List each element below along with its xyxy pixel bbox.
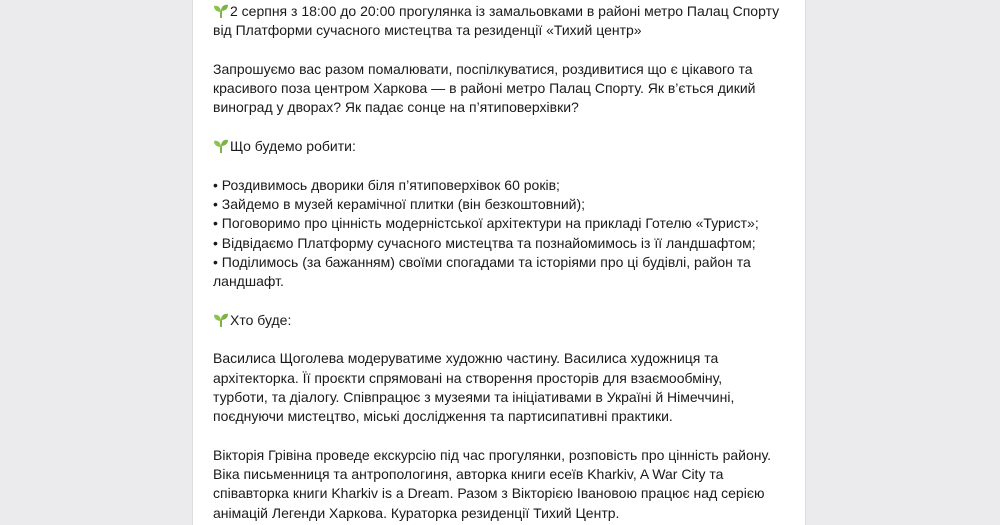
bio-line: турботи, та діалогу. Співпрацює з музеями та ініціативами в Україні й Німеччині, — [213, 388, 735, 405]
list-item: • Роздивимось дворики біля п’ятиповерхівок 60 років; — [213, 176, 560, 193]
bio-line: Віка письменниця та антропологиня, авторка книги есеїв Kharkiv, A War City та — [213, 466, 724, 483]
invite-line: виноград у дворах? Як падає сонце на п’ятиповерхівки? — [213, 99, 579, 116]
who-heading-text: Хто буде: — [230, 311, 292, 328]
bio-line: архітекторка. Її проєкти спрямовані на створення просторів для взаємообміну, — [213, 369, 723, 386]
list-item: • Поговоримо про цінність модерністської архітектури на прикладі Готелю «Турист»; — [213, 215, 759, 232]
post-card — [192, 0, 806, 525]
bio-line: поєднуючи мистецтво, міські дослідження та партисипативні практики. — [213, 408, 673, 425]
bio-line: анімацій Легенди Харкова. Кураторка резиденції Тихий Центр. — [213, 504, 620, 521]
list-item: • Поділимось (за бажанням) своїми спогадами та історіями про ці будівлі, район та — [213, 253, 751, 270]
post-body — [213, 2, 793, 525]
list-item: ландшафт. — [213, 273, 284, 290]
list-item: • Зайдемо в музей керамічної плитки (він безкоштовний); — [213, 195, 586, 212]
invite-line: Запрошуємо вас разом помалювати, поспілкуватися, роздивитися що є цікавого та — [213, 60, 753, 77]
bio-line: Вікторія Грівіна проведе екскурсію під час прогулянки, розповість про цінність району. — [213, 446, 771, 463]
seedling-icon — [213, 4, 229, 18]
vasylysa-paragraph — [213, 349, 793, 426]
event-line-2: від Платформи сучасного мистецтва та резиденції «Тихий центр» — [213, 22, 642, 39]
viktoria-paragraph — [213, 446, 793, 523]
who-heading — [213, 311, 793, 330]
event-line-1: 2 серпня з 18:00 до 20:00 прогулянка із замальовками в районі метро Палац Спорту — [213, 2, 793, 21]
bio-line: співавторка книги Kharkiv is a Dream. Разом з Вікторією Івановою працює над серією — [213, 485, 765, 502]
seedling-icon — [213, 313, 229, 327]
what-heading — [213, 137, 793, 156]
what-heading-text: Що будемо робити: — [230, 138, 356, 155]
list-item: • Відвідаємо Платформу сучасного мистецтва та познайомимось із її ландшафтом; — [213, 234, 756, 251]
invite-paragraph — [213, 60, 793, 118]
invite-line: красивого поза центром Харкова — в районі метро Палац Спорту. Як в’ється дикий — [213, 80, 756, 97]
activities-list — [213, 176, 793, 292]
event-paragraph — [213, 2, 793, 41]
seedling-icon — [213, 139, 229, 153]
bio-line: Василиса Щоголева модеруватиме художню частину. Василиса художниця та — [213, 350, 719, 367]
